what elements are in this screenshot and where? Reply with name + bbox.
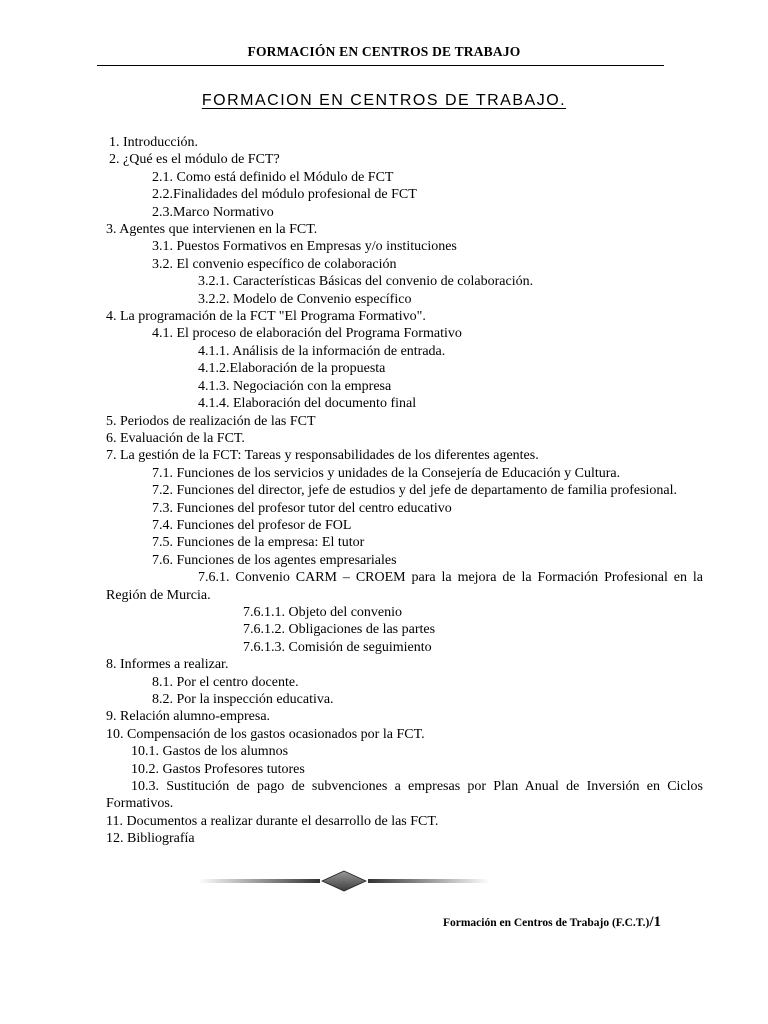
toc-entry: 7.3. Funciones del profesor tutor del centro educativo (152, 500, 452, 516)
toc-entry: 7.6. Funciones de los agentes empresariales (152, 552, 397, 568)
toc-entry: 3.2. El convenio específico de colaboración (152, 256, 397, 272)
toc-entry: 8. Informes a realizar. (106, 657, 229, 673)
toc-entry: 7. La gestión de la FCT: Tareas y responsabilidades de los diferentes agentes. (106, 448, 539, 464)
toc-entry: 9. Relación alumno-empresa. (106, 709, 271, 725)
toc-entry: 8.2. Por la inspección educativa. (152, 692, 334, 707)
toc-entry: 7.6.1.1. Objeto del convenio (243, 604, 403, 620)
toc-entry: 2.2.Finalidades del módulo profesional de FCT (152, 187, 417, 203)
toc-entry: 7.6.1.2. Obligaciones de las partes (243, 622, 436, 638)
toc-entry: 7.6.1.3. Comisión de seguimiento (243, 639, 432, 655)
toc-entry: 7.1. Funciones de los servicios y unidades de la Consejería de Educación y Cultura. (152, 465, 621, 481)
toc-entry: 4.1.1. Análisis de la información de entrada. (198, 343, 446, 359)
header-rule (97, 65, 664, 66)
toc-entry: 3.2.2. Modelo de Convenio específico (198, 291, 412, 307)
toc-entry: 2.3.Marco Normativo (152, 204, 274, 220)
toc-entry: 4. La programación de la FCT "El Programa Formativo". (106, 309, 426, 325)
page-footer (443, 914, 661, 931)
toc-entry: 7.2. Funciones del director, jefe de estudios y del jefe de departamento de familia profesional. (152, 483, 678, 499)
toc-entry: 3.2.1. Características Básicas del convenio de colaboración. (198, 274, 534, 290)
toc-entry: 4.1. El proceso de elaboración del Programa Formativo (152, 326, 462, 342)
toc-entry: 10. Compensación de los gastos ocasionados por la FCT. (106, 726, 425, 742)
toc-entry: 3. Agentes que intervienen en la FCT. (106, 222, 318, 238)
toc-entry: 3.1. Puestos Formativos en Empresas y/o instituciones (152, 239, 457, 255)
toc-entry: 2. ¿Qué es el módulo de FCT? (109, 152, 280, 168)
toc-entry: 4.1.4. Elaboración del documento final (198, 396, 417, 412)
toc-entry: 7.5. Funciones de la empresa: El tutor (152, 535, 365, 551)
toc-entry: 10.2. Gastos Profesores tutores (131, 761, 305, 777)
diamond-divider-icon (198, 869, 490, 893)
toc-entry: 5. Periodos de realización de las FCT (106, 413, 316, 429)
table-of-contents (106, 134, 703, 848)
toc-entry: 7.6.1. Convenio CARM – CROEM para la mejora de la Formación Profesional en la Región de Murcia. (106, 570, 703, 603)
toc-entry: 10.3. Sustitución de pago de subvenciones a empresas por Plan Anual de Inversión en Ciclos Formativos. (106, 779, 703, 812)
toc-entry: 4.1.2.Elaboración de la propuesta (198, 361, 386, 377)
toc-entry: 1. Introducción. (109, 135, 199, 150)
toc-entry: 10.1. Gastos de los alumnos (131, 744, 289, 760)
toc-entry: 12. Bibliografía (106, 831, 195, 847)
toc-entry: 6. Evaluación de la FCT. (106, 430, 245, 446)
toc-entry: 4.1.3. Negociación con la empresa (198, 378, 392, 394)
toc-entry: 11. Documentos a realizar durante el desarrollo de las FCT. (106, 813, 439, 829)
page-number: /1 (649, 914, 661, 930)
toc-entry: 7.4. Funciones del profesor de FOL (152, 517, 352, 533)
document-title: FORMACION EN CENTROS DE TRABAJO. (201, 92, 567, 109)
running-header: FORMACIÓN EN CENTROS DE TRABAJO (247, 44, 521, 59)
toc-entry: 2.1. Como está definido el Módulo de FCT (152, 169, 394, 185)
toc-entry: 8.1. Por el centro docente. (152, 674, 299, 690)
footer-label: Formación en Centros de Trabajo (F.C.T.) (442, 917, 650, 929)
